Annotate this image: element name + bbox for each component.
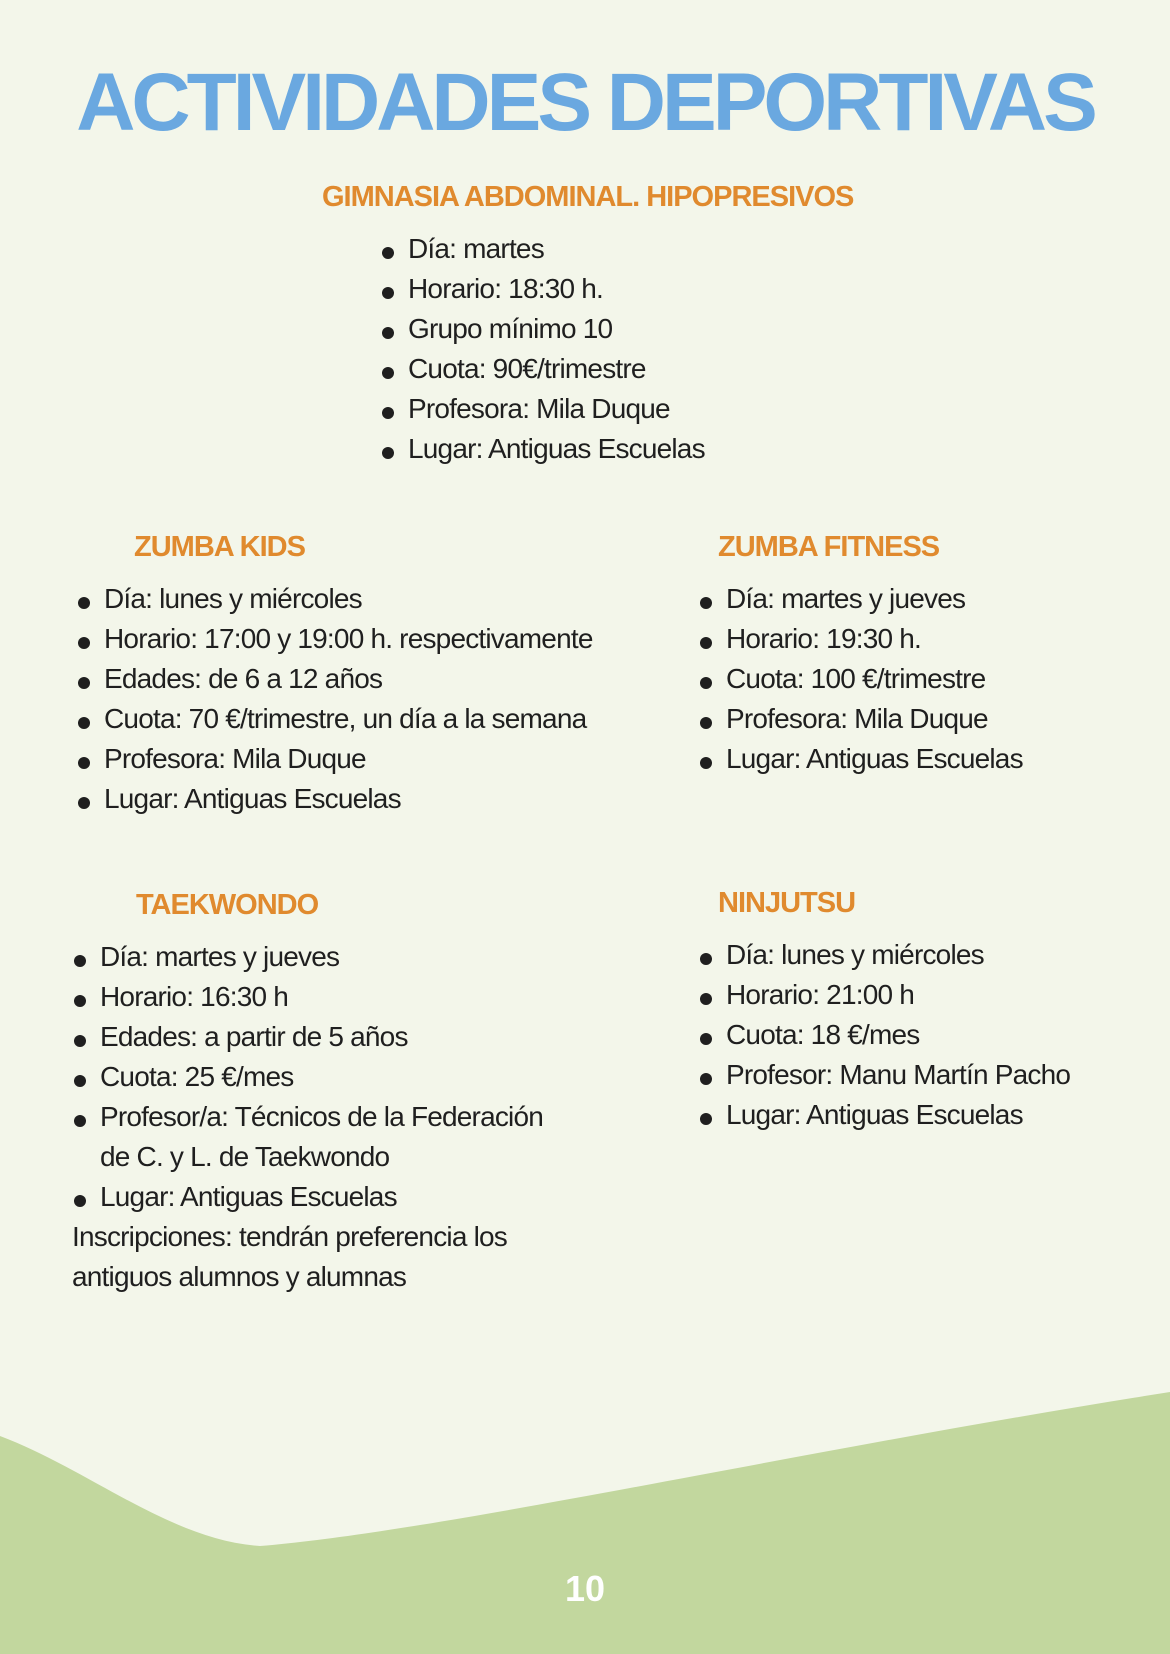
bullet-icon <box>382 447 394 459</box>
list-item: Cuota: 100 €/trimestre <box>698 659 1128 699</box>
page-title: ACTIVIDADES DEPORTIVAS <box>76 57 1094 148</box>
bullet-icon <box>382 327 394 339</box>
list-item: Día: lunes y miércoles <box>698 935 1128 975</box>
section-ninjutsu <box>698 886 1128 1135</box>
bullet-icon <box>382 247 394 259</box>
list-item: Edades: a partir de 5 años <box>72 1017 632 1057</box>
list-item: Día: martes <box>380 229 922 269</box>
list-item: Profesor: Manu Martín Pacho <box>698 1055 1128 1095</box>
bullet-icon <box>700 677 712 689</box>
bullet-icon <box>382 287 394 299</box>
section-heading: ZUMBA KIDS <box>134 531 305 563</box>
section-zumba-fitness <box>698 530 1128 779</box>
bullet-icon <box>700 597 712 609</box>
list-item: Horario: 21:00 h <box>698 975 1128 1015</box>
bullet-icon <box>382 367 394 379</box>
bullet-icon <box>74 1035 86 1047</box>
bullet-icon <box>78 677 90 689</box>
list-item: Cuota: 18 €/mes <box>698 1015 1128 1055</box>
list-item: Edades: de 6 a 12 años <box>76 659 636 699</box>
bullet-icon <box>700 1113 712 1125</box>
list-item: Lugar: Antiguas Escuelas <box>72 1177 632 1217</box>
list-item: Profesora: Mila Duque <box>76 739 636 779</box>
list-item: Lugar: Antiguas Escuelas <box>380 429 922 469</box>
list-item: Horario: 19:30 h. <box>698 619 1128 659</box>
bullet-icon <box>700 953 712 965</box>
page-number: 10 <box>564 1568 606 1609</box>
section-heading: NINJUTSU <box>718 887 856 919</box>
list-item: Cuota: 70 €/trimestre, un día a la semana <box>76 699 636 739</box>
section-taekwondo <box>72 888 632 1297</box>
list-item: Cuota: 25 €/mes <box>72 1057 632 1097</box>
bullet-icon <box>700 1033 712 1045</box>
list-item: Lugar: Antiguas Escuelas <box>698 739 1128 779</box>
section-zumba-kids <box>76 530 636 819</box>
list-item: Grupo mínimo 10 <box>380 309 922 349</box>
bullet-icon <box>700 637 712 649</box>
bullet-icon <box>78 757 90 769</box>
list-item: Horario: 18:30 h. <box>380 269 922 309</box>
list-item: Profesora: Mila Duque <box>698 699 1128 739</box>
bullet-icon <box>382 407 394 419</box>
bullet-icon <box>700 757 712 769</box>
list-item: Día: martes y jueves <box>72 937 632 977</box>
section-heading: GIMNASIA ABDOMINAL. HIPOPRESIVOS <box>322 181 854 213</box>
bullet-icon <box>700 993 712 1005</box>
bullet-icon <box>74 955 86 967</box>
bullet-icon <box>74 1195 86 1207</box>
list-item: Día: lunes y miércoles <box>76 579 636 619</box>
list-item: Lugar: Antiguas Escuelas <box>698 1095 1128 1135</box>
list-item: Día: martes y jueves <box>698 579 1128 619</box>
bullet-icon <box>74 1075 86 1087</box>
list-item: Profesor/a: Técnicos de la Federación de C. y L. de Taekwondo <box>72 1097 632 1177</box>
bullet-icon <box>78 717 90 729</box>
bullet-icon <box>78 637 90 649</box>
section-heading: TAEKWONDO <box>136 889 319 921</box>
bullet-icon <box>700 717 712 729</box>
list-item: Lugar: Antiguas Escuelas <box>76 779 636 819</box>
section-heading: ZUMBA FITNESS <box>718 531 940 563</box>
list-item: Horario: 16:30 h <box>72 977 632 1017</box>
list-item: Cuota: 90€/trimestre <box>380 349 922 389</box>
list-item: Horario: 17:00 y 19:00 h. respectivamente <box>76 619 636 659</box>
bullet-icon <box>74 1115 86 1127</box>
bullet-icon <box>74 995 86 1007</box>
bullet-icon <box>78 797 90 809</box>
bullet-icon <box>700 1073 712 1085</box>
section-gimnasia <box>322 180 922 469</box>
bullet-icon <box>78 597 90 609</box>
registration-note: Inscripciones: tendrán preferencia los antiguos alumnos y alumnas <box>72 1220 507 1292</box>
list-item: Profesora: Mila Duque <box>380 389 922 429</box>
